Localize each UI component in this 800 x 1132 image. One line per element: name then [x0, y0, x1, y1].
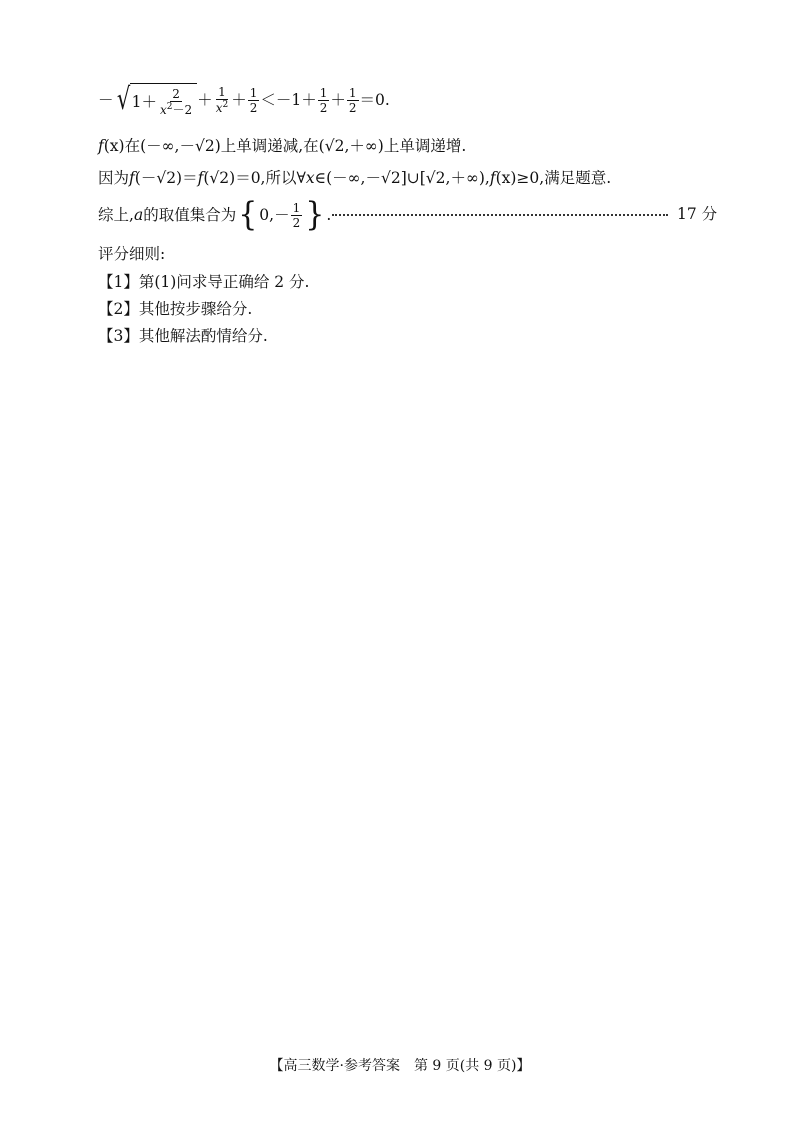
function-symbol: f	[98, 137, 104, 155]
fraction-1-over-2: $\frac{1}{2}$	[348, 85, 357, 115]
summary-text: 的取值集合为	[143, 206, 237, 224]
function-symbol: f	[489, 169, 496, 187]
monotonicity-line	[98, 136, 466, 156]
set-fraction-numerator: 1	[292, 200, 301, 215]
conclusion-mid: (－√2)＝	[134, 169, 198, 187]
formula-result: ＝0.	[359, 91, 390, 109]
monotonicity-text: (x)在(－∞,－√2)上单调递减,在(√2,＋∞)上单调递增.	[103, 137, 467, 155]
square-root-expression: √ 1＋ $\frac{2}{x^2-2}$	[114, 83, 198, 117]
set-start: 0,－	[259, 206, 290, 224]
function-symbol: f	[197, 169, 204, 187]
formula-line-inequality: － √ 1＋ $\frac{2}{x^2-2}$ ＋ $\frac{1}{x^2}$ ＋ $\frac{1}{2}$ ＜－1＋ $\frac{1}{2}$ ＋ $\frac{1}{2}$ ＝0.	[98, 82, 390, 117]
dot-leaders	[332, 214, 668, 216]
conclusion-mid2: (√2)＝0,所以∀	[203, 169, 306, 187]
conclusion-end: (x)≥0,满足题意.	[495, 169, 612, 187]
variable-a: a	[133, 206, 144, 224]
fraction-1-over-x2: $\frac{1}{x^2}$	[215, 85, 229, 115]
left-brace: {	[238, 195, 258, 234]
grading-item: 【1】第(1)问求导正确给 2 分.	[98, 273, 310, 291]
minus-sign: －	[98, 91, 114, 109]
set-fraction	[291, 202, 303, 229]
variable-x: x	[305, 169, 315, 187]
set-fraction-denominator: 2	[292, 215, 301, 230]
fraction-1-over-2: $\frac{1}{2}$	[319, 85, 328, 115]
summary-period: .	[326, 206, 332, 224]
grading-item: 【3】其他解法酌情给分.	[98, 327, 268, 345]
fraction-1-over-2: $\frac{1}{2}$	[249, 85, 258, 115]
conclusion-prefix: 因为	[98, 169, 130, 187]
right-brace: }	[305, 195, 325, 234]
conclusion-line	[98, 168, 611, 188]
function-symbol: f	[129, 169, 135, 187]
grading-title: 评分细则:	[98, 245, 166, 263]
summary-prefix: 综上,	[98, 206, 134, 224]
page-footer: 【高三数学·参考答案 第 9 页(共 9 页)】	[269, 1058, 531, 1074]
score-label: 17 分	[677, 205, 718, 223]
grading-item: 【2】其他按步骤给分.	[98, 300, 253, 318]
conclusion-post: ∈(－∞,－√2]∪[√2,＋∞),	[314, 169, 490, 187]
summary-line	[98, 195, 332, 234]
fraction-2-over-x2-minus-2: $\frac{2}{x^2-2}$	[160, 87, 193, 117]
